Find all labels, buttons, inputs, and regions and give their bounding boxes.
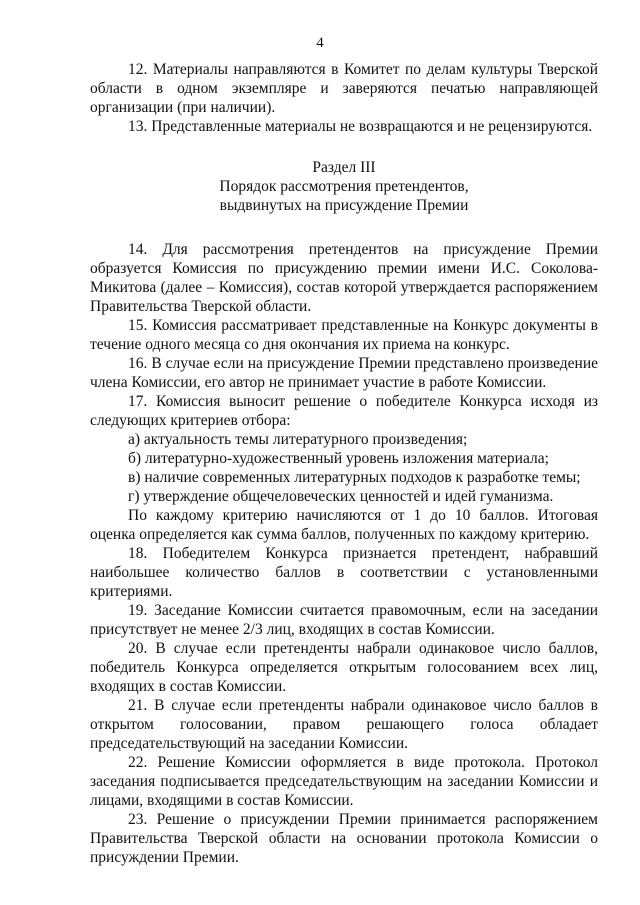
paragraph-20: 20. В случае если претенденты набрали одинаковое число баллов, победитель Конкурса определяется открытым голосованием всех лиц, входящих в состав Комиссии. (90, 640, 598, 695)
paragraph-14: 14. Для рассмотрения претендентов на присуждение Премии образуется Комиссия по присуждению премии имени И.С. Соколова-Микитова (далее – Комиссия), состав которой утверждается распоряжением Правительства Тверской области. (90, 241, 598, 315)
paragraph-22: 22. Решение Комиссии оформляется в виде протокола. Протокол заседания подписывается председательствующим на заседании Комиссии и лицами, входящими в состав Комиссии. (90, 754, 598, 809)
paragraph-23: 23. Решение о присуждении Премии принимается распоряжением Правительства Тверской области на основании протокола Комиссии о присуждении Премии. (90, 811, 598, 866)
section-heading (90, 158, 598, 215)
document-body (90, 60, 598, 867)
paragraph-18: 18. Победителем Конкурса признается претендент, набравший наибольшее количество баллов в соответствии с установленными критериями. (90, 545, 598, 600)
spacer (90, 215, 598, 240)
page-number: 4 (316, 35, 324, 51)
section-label: Раздел III (312, 159, 376, 176)
section-title-line-1: Порядок рассмотрения претендентов, (219, 178, 469, 195)
criterion-a: а) актуальность темы литературного произведения; (128, 431, 468, 448)
section-title-line-2: выдвинутых на присуждение Премии (219, 197, 469, 214)
paragraph-13: 13. Представленные материалы не возвращаются и не рецензируются. (128, 118, 593, 135)
paragraph-12: 12. Материалы направляются в Комитет по делам культуры Тверской области в одном экземпляре и заверяются печатью направляющей организации (при наличии). (90, 61, 598, 116)
criterion-b: б) литературно-художественный уровень изложения материала; (128, 450, 549, 467)
paragraph-16: 16. В случае если на присуждение Премии представлено произведение члена Комиссии, его автор не принимает участие в работе Комиссии. (90, 355, 598, 391)
paragraph-15: 15. Комиссия рассматривает представленные на Конкурс документы в течение одного месяца со дня окончания их приема на конкурс. (90, 317, 598, 353)
criterion-c: в) наличие современных литературных подходов к разработке темы; (128, 469, 581, 486)
paragraph-17-scoring: По каждому критерию начисляются от 1 до 10 баллов. Итоговая оценка определяется как сумма баллов, полученных по каждому критерию. (90, 507, 598, 543)
paragraph-21: 21. В случае если претенденты набрали одинаковое число баллов в открытом голосовании, правом решающего голоса обладает председательствующий на заседании Комиссии. (90, 697, 598, 752)
paragraph-19: 19. Заседание Комиссии считается правомочным, если на заседании присутствует не менее 2/3 лиц, входящих в состав Комиссии. (90, 602, 598, 638)
criterion-d: г) утверждение общечеловеческих ценностей и идей гуманизма. (128, 488, 554, 505)
paragraph-17: 17. Комиссия выносит решение о победителе Конкурса исходя из следующих критериев отбора: (90, 393, 598, 429)
